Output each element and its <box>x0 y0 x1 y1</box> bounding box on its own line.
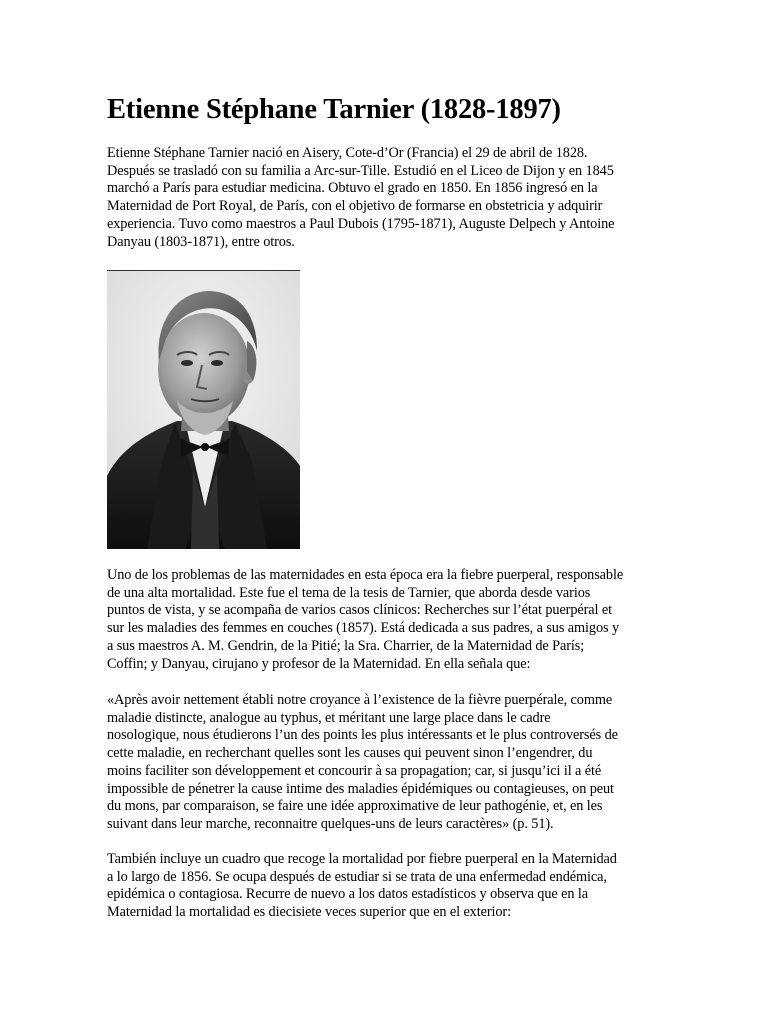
paragraph-biography: Etienne Stéphane Tarnier nació en Aisery, Cote-d’Or (Francia) el 29 de abril de 1828. Después se trasladó con su familia a Arc-sur-Tille. Estudió en el Liceo de Dijon y en 1845 marchó a París para estudiar medicina. Obtuvo el grado en 1850. En 1856 ingresó en la Maternidad de Port Royal, de París, con el objetivo de formarse en obstetricia y adquirir experiencia. Tuvo como maestros a Paul Dubois (1795-1871), Auguste Delpech y Antoine Danyau (1803-1871), entre otros. <box>107 145 615 250</box>
paragraph-thesis: Uno de los problemas de las maternidades en esta época era la fiebre puerperal, responsable de una alta mortalidad. Este fue el tema de la tesis de Tarnier, que aborda desde varios puntos de vista, y se acompaña de varios casos clínicos: Recherches sur l’état puerpéral et sur les maladies des femmes en couches (1857). Está dedicada a sus padres, a sus amigos y a sus maestros A. M. Gendrin, de la Pitié; la Sra. Charrier, de la Maternidad de París; Coffin; y Danyau, cirujano y profesor de la Maternidad. En ella señala que: <box>107 567 624 672</box>
paragraph-mortality: También incluye un cuadro que recoge la mortalidad por fiebre puerperal en la Maternidad a lo largo de 1856. Se ocupa después de estudiar si se trata de una enfermedad endémica, epidémica o contagiosa. Recurre de nuevo a los datos estadísticos y observa que en la Maternidad la mortalidad es diecisiete veces superior que en el exterior: <box>107 851 617 921</box>
page-title: Etienne Stéphane Tarnier (1828-1897) <box>107 94 561 125</box>
paragraph-quote: «Après avoir nettement établi notre croyance à l’existence de la fièvre puerpérale, comme maladie distincte, analogue au typhus, et méritant une large place dans le cadre nosologique, nous étudierons l’un des points les plus intéressants et le plus controversés de cette maladie, en recherchant quelles sont les causes qui peuvent sinon l’engendrer, du moins faciliter son développement et concourir à sa propagation; car, si jusqu’ici il a été impossible de pénetrer la cause intime des maladies épidémiques ou contagieuses, on peut du mons, par comparaison, se faire une idée approximative de leur pathogénie, et, en les suivant dans leur marche, reconnaitre quelques-uns de leurs caractères» (p. 51). <box>107 692 618 832</box>
portrait-photo <box>107 270 300 549</box>
